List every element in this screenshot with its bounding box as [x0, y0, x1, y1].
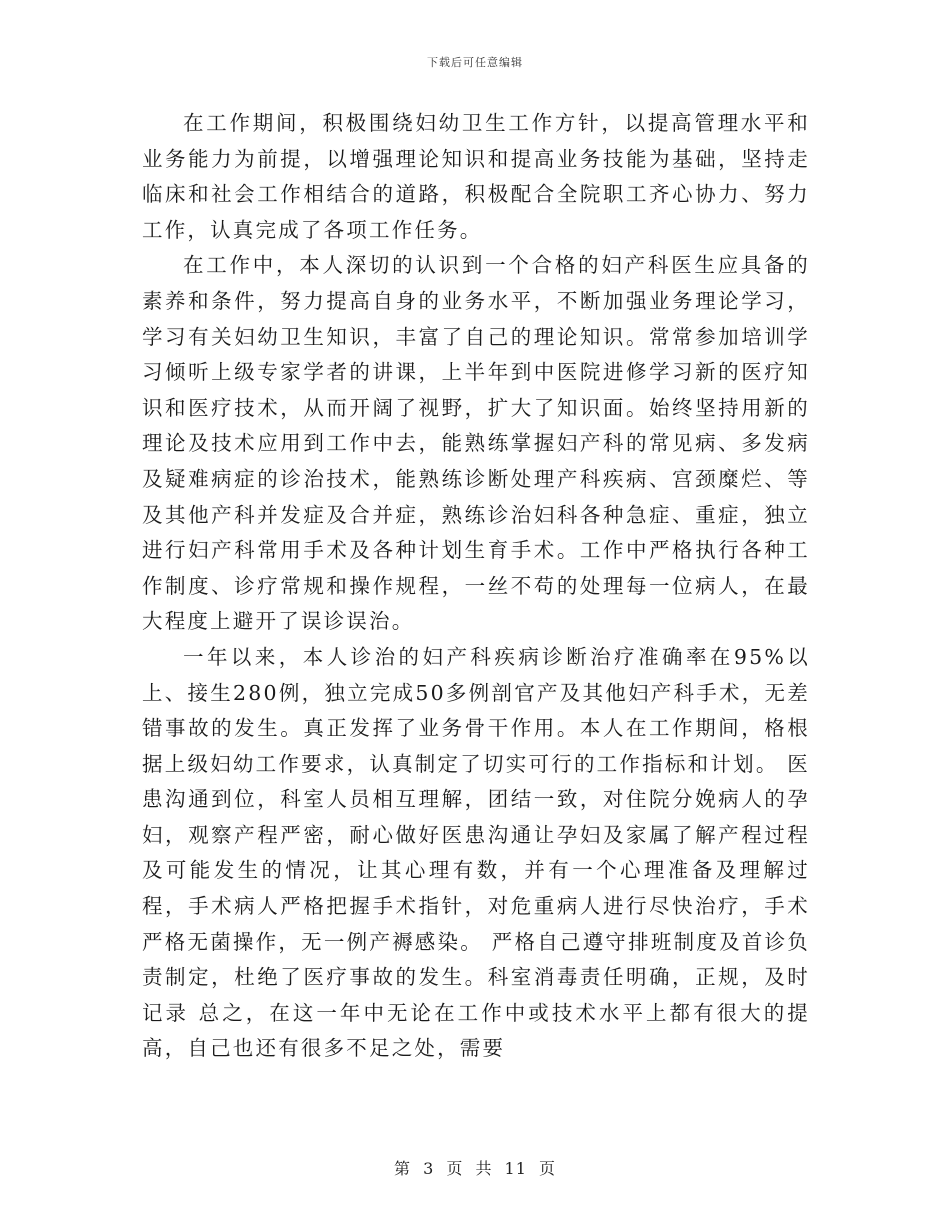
paragraph-1: 在工作期间，积极围绕妇幼卫生工作方针，以提高管理水平和业务能力为前提，以增强理论知识和提高业务技能为基础，坚持走临床和社会工作相结合的道路，积极配合全院职工齐心协力、努力工作，认真完成了各项工作任务。: [142, 111, 810, 242]
page-footer: 第 3 页 共 11 页: [394, 1159, 556, 1178]
page-header: 下载后可任意编辑: [427, 56, 523, 69]
paragraph-2: 在工作中，本人深切的认识到一个合格的妇产科医生应具备的素养和条件，努力提高自身的业务水平，不断加强业务理论学习，学习有关妇幼卫生知识，丰富了自己的理论知识。常常参加培训学习倾听上级专家学者的讲课，上半年到中医院进修学习新的医疗知识和医疗技术，从而开阔了视野，扩大了知识面。始终坚持用新的理论及技术应用到工作中去，能熟练掌握妇产科的常见病、多发病及疑难病症的诊治技术，能熟练诊断处理产科疾病、宫颈糜烂、等及其他产科并发症及合并症，熟练诊治妇科各种急症、重症，独立进行妇产科常用手术及各种计划生育手术。工作中严格执行各种工作制度、诊疗常规和操作规程，一丝不苟的处理每一位病人，在最大程度上避开了误诊误治。: [142, 253, 810, 634]
paragraph-3: 一年以来，本人诊治的妇产科疾病诊断治疗准确率在95%以上、接生280例，独立完成50多例剖官产及其他妇产科手术，无差错事故的发生。真正发挥了业务骨干作用。本人在工作期间，格根据上级妇幼工作要求，认真制定了切实可行的工作指标和计划。 医患沟通到位，科室人员相互理解，团结一致，对住院分娩病人的孕妇，观察产程严密，耐心做好医患沟通让孕妇及家属了解产程过程及可能发生的情况，让其心理有数，并有一个心理准备及理解过程，手术病人严格把握手术指针，对危重病人进行尽快治疗，手术严格无菌操作，无一例产褥感染。 严格自己遵守排班制度及首诊负责制定，杜绝了医疗事故的发生。科室消毒责任明确，正规，及时记录 总之，在这一年中无论在工作中或技术水平上都有很大的提高，自己也还有很多不足之处，需要: [142, 644, 810, 1061]
document-body: [142, 106, 810, 1067]
